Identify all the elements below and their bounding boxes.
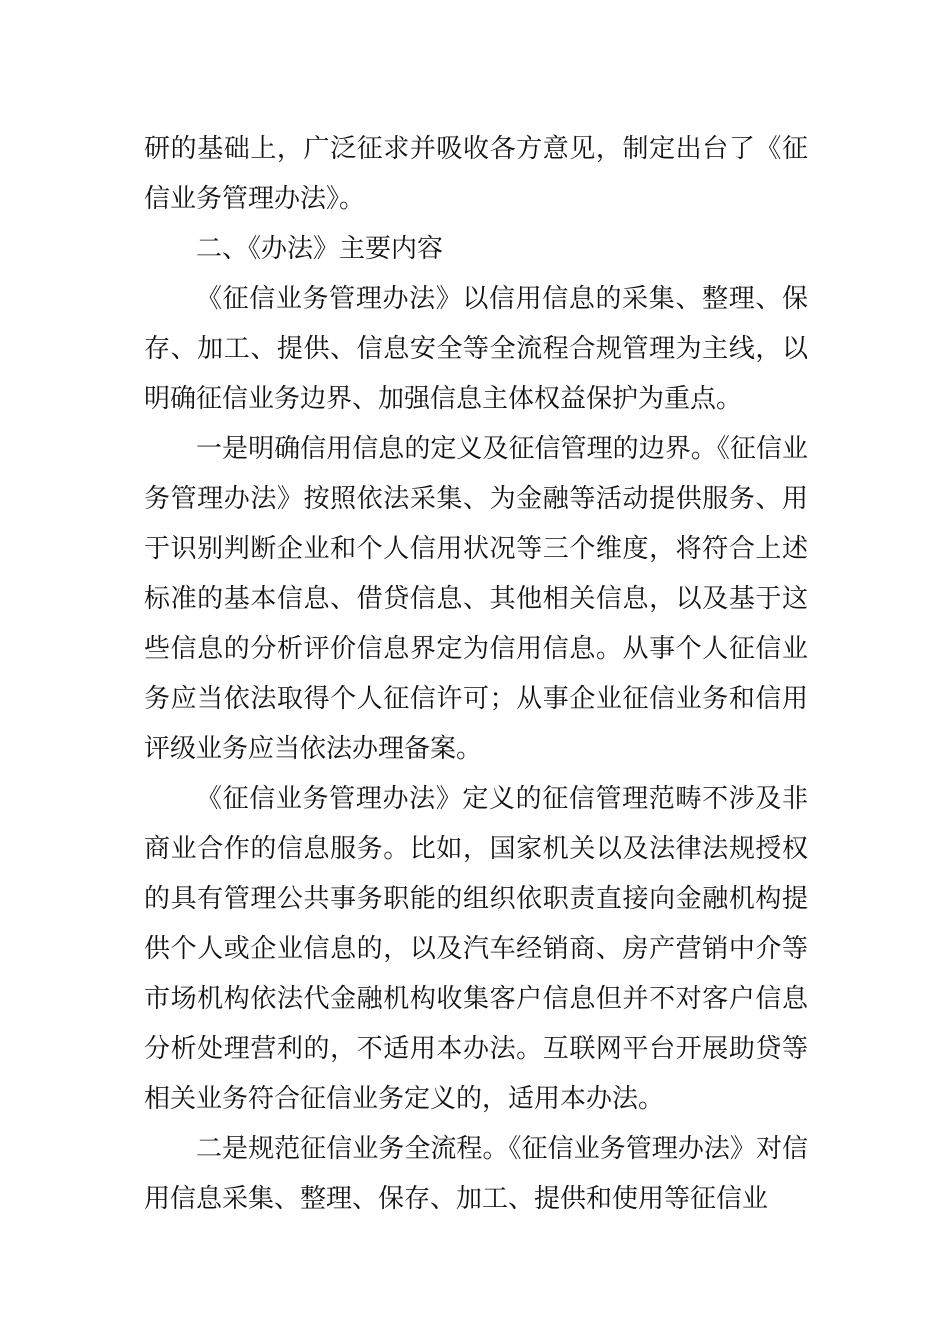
paragraph-scope: 《征信业务管理办法》定义的征信管理范畴不涉及非商业合作的信息服务。比如，国家机关以及法律法规授权的具有管理公共事务职能的组织依职责直接向金融机构提供个人或企业信息的，以及汽车经销商、房产营销中介等市场机构依法代金融机构收集客户信息但并不对客户信息分析处理营利的，不适用本办法。互联网平台开展助贷等相关业务符合征信业务定义的，适用本办法。 — [144, 784, 808, 1114]
paragraph-point-one: 一是明确信用信息的定义及征信管理的边界。《征信业务管理办法》按照依法采集、为金融等活动提供服务、用于识别判断企业和个人信用状况等三个维度，将符合上述标准的基本信息、借贷信息、其他相关信息，以及基于这些信息的分析评价信息界定为信用信息。从事个人征信业务应当依法取得个人征信许可；从事企业征信业务和信用评级业务应当依法办理备案。 — [144, 434, 808, 764]
paragraph-point-two: 二是规范征信业务全流程。《征信业务管理办法》对信用信息采集、整理、保存、加工、提供和使用等征信业 — [144, 1134, 808, 1214]
section-heading: 二、《办法》主要内容 — [196, 234, 444, 264]
paragraph-continuation: 研的基础上，广泛征求并吸收各方意见，制定出台了《征信业务管理办法》。 — [144, 134, 808, 214]
document-body — [144, 124, 808, 1224]
paragraph-overview: 《征信业务管理办法》以信用信息的采集、整理、保存、加工、提供、信息安全等全流程合规管理为主线，以明确征信业务边界、加强信息主体权益保护为重点。 — [144, 284, 808, 414]
